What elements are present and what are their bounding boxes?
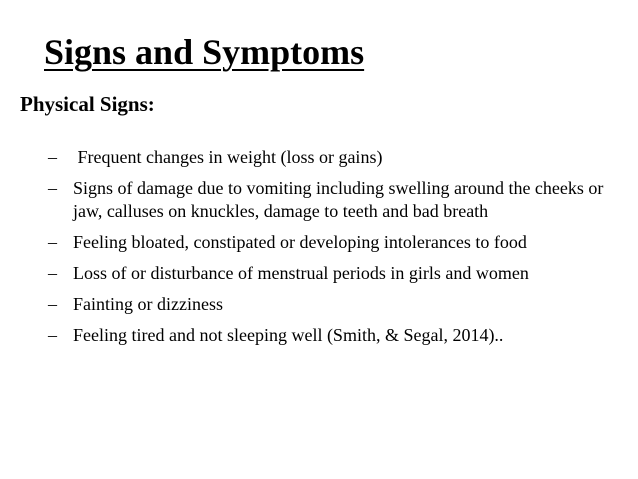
bullet-text: Feeling bloated, constipated or developing intolerances to food [73,232,527,252]
list-item [48,177,628,223]
list-item [48,324,628,347]
bullet-dash: – [48,178,57,198]
bullet-text: Fainting or dizziness [73,294,223,314]
section-subtitle: Physical Signs: [20,92,155,116]
bullet-list [48,146,628,355]
bullet-dash: – [48,147,57,167]
bullet-text: Frequent changes in weight (loss or gains) [73,147,383,167]
bullet-dash: – [48,294,57,314]
slide-title: Signs and Symptoms [44,32,365,72]
bullet-dash: – [48,232,57,252]
bullet-text: Feeling tired and not sleeping well (Smith, & Segal, 2014).. [73,325,504,345]
bullet-dash: – [48,263,57,283]
bullet-dash: – [48,325,57,345]
bullet-text: Loss of or disturbance of menstrual periods in girls and women [73,263,529,283]
list-item [48,146,628,169]
list-item [48,293,628,316]
bullet-text: Signs of damage due to vomiting including swelling around the cheeks or jaw, calluses on knuckles, damage to teeth and bad breath [73,178,604,221]
list-item [48,262,628,285]
list-item [48,231,628,254]
